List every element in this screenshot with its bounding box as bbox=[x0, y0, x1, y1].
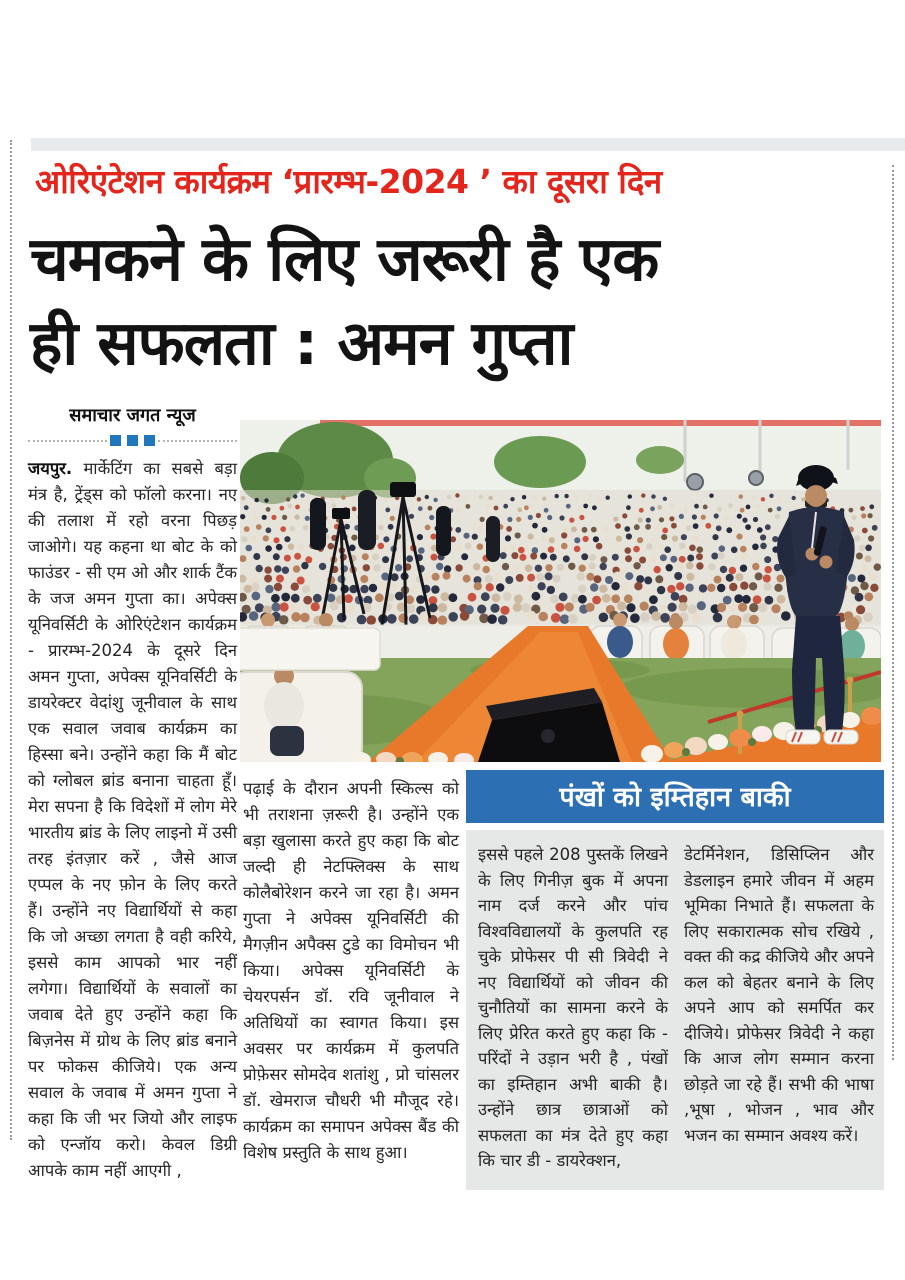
article-text-left: मार्केटिंग का सबसे बड़ा मंत्र है, ट्रेंड्स को फॉलो करना। नए की तलाश में रहो वरना पिछड़ जाओगे। यह कहना था बोट के को फाउंडर - सी एम ओ और शार्क टैंक के जज अमन गुप्ता का। अपेक्स यूनिवर्सिटी के ओरिएंटेशन कार्यक्रम - प्रारम्भ-2024 के दूसरे दिन अमन गुप्ता, अपेक्स यूनिवर्सिटी के डायरेक्टर वेदांशु जूनीवाल के साथ एक सवाल जवाब कार्यक्रम का हिस्सा बने। उन्होंने कहा कि मैं बोट को ग्लोबल ब्रांड बनाना चाहता हूँ। मेरा सपना है कि विदेशों में लोग मेरे भारतीय ब्रांड के लिए लाइनो में उसी तरह इंतज़ार करें , जैसे आज एप्पल के नए फ़ोन के लिए करते हैं। उन्होंने नए विद्यार्थियों से कहा कि जो अच्छा लगता है वही करिये, इससे काम आपको भार नहीं लगेगा। विद्यार्थियों के सवालों का जवाब देते हुए उन्होंने कहा कि बिज़नेस में ग्रोथ के लिए ब्रांड बनाने पर फोकस कीजिये। एक अन्य सवाल के जवाब में अमन गुप्ता ने कहा कि जी भर जियो और लाइफ को एन्जॉय करो। केवल डिग्री आपके काम नहीं आएगी , bbox=[28, 459, 238, 1180]
sidebar-column-2: डेटर्मिनेशन, डिसिप्लिन और डेडलाइन हमारे जीवन में अहम भूमिका निभाते हैं। सफलता के लिए सकारात्मक सोच रखिये , वक्त की कद्र कीजिये और अपने कल को बेहतर बनाने के लिए अपने आप को समर्पित कर दीजिये। प्रोफेसर त्रिवेदी ने कहा कि आज लोग सम्मान करना छोड़ते जा रहे हैं। सभी की भाषा ,भूषा , भोजन , भाव और भजन का सम्मान अवश्य करें। bbox=[684, 845, 874, 1145]
article-body-left bbox=[28, 456, 237, 1184]
main-headline bbox=[30, 218, 890, 386]
sidebar-body bbox=[466, 830, 884, 1190]
sidebar-column-1: इससे पहले 208 पुस्तकें लिखने के लिए गिनीज़ बुक में अपना नाम दर्ज करने और पांच विश्वविद्यालयों के कुलपति रह चुके प्रोफेसर पी सी त्रिवेदी ने नए विद्यार्थियों को जीवन की चुनौतियों का सामना करने के लिए प्रेरित करते हुए कहा कि - परिंदों ने उड़ान भरी है , पंखों का इम्तिहान अभी बाकी है। उन्होंने छात्र छात्राओं को सफलता का मंत्र देते हुए कहा कि चार डी - डायरेक्शन, bbox=[478, 845, 668, 1170]
left-column bbox=[28, 403, 237, 1184]
separator-dots-left bbox=[28, 440, 107, 442]
top-gray-bar bbox=[31, 138, 905, 151]
byline: समाचार जगत न्यूज bbox=[69, 405, 196, 426]
headline-line-1: चमकने के लिए जरूरी है एक bbox=[30, 224, 659, 295]
left-dotted-rule bbox=[10, 140, 12, 1140]
article-body-middle: पढ़ाई के दौरान अपनी स्किल्स को भी तराशना ज़रूरी है। उन्होंने एक बड़ा खुलासा करते हुए कहा कि बोट जल्दी ही नेटफ्लिक्स के साथ कोलैबोरेशन करने जा रहा है। अमन गुप्ता ने अपेक्स यूनिवर्सिटी की मैगज़ीन अपैक्स टुडे का विमोचन भी किया। अपेक्स यूनिवर्सिटी के चेयरपर्सन डॉ. रवि जूनीवाल ने अतिथियों का स्वागत किया। इस अवसर पर कार्यक्रम में कुलपति प्रोफ़ेसर सोमदेव शतांशु , प्रो चांसलर डॉ. खेमराज चौधरी भी मौजूद रहे। कार्यक्रम का समापन अपेक्स बैंड की विशेष प्रस्तुति के साथ हुआ। bbox=[243, 779, 459, 1162]
separator-square-icon bbox=[110, 435, 121, 446]
middle-column bbox=[243, 776, 459, 1166]
separator-dots-right bbox=[158, 440, 237, 442]
sidebar-box bbox=[466, 770, 884, 1190]
sidebar-title: पंखों को इम्तिहान बाकी bbox=[466, 770, 884, 823]
dateline: जयपुर. bbox=[28, 459, 73, 478]
separator-square-icon bbox=[144, 435, 155, 446]
headline-line-2: ही सफलता : अमन गुप्ता bbox=[30, 308, 573, 380]
separator-square-icon bbox=[127, 435, 138, 446]
right-dotted-rule bbox=[892, 165, 894, 1060]
foreground-sofas bbox=[240, 628, 380, 762]
event-photo bbox=[240, 420, 881, 762]
kicker-headline: ओरिएंटेशन कार्यक्रम ‘प्रारम्भ-2024 ’ का दूसरा दिन bbox=[35, 162, 662, 201]
tent-edge-strip bbox=[320, 420, 881, 426]
byline-separator bbox=[28, 435, 237, 446]
